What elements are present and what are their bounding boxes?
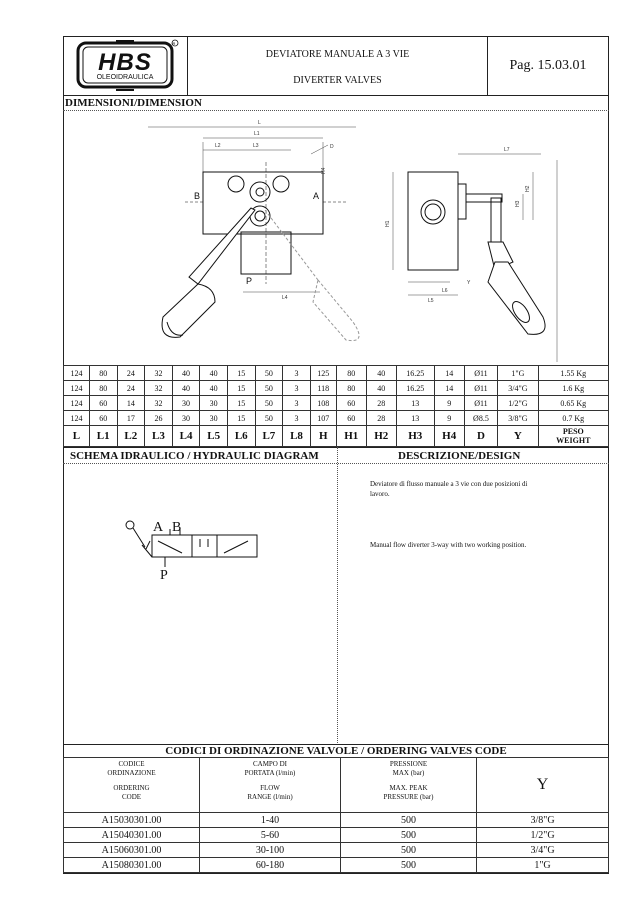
port-P-label: P: [246, 276, 253, 286]
dimension-cell: 1.6 Kg: [538, 381, 608, 396]
section-title-divider: [63, 463, 609, 464]
dimension-cell: 9: [434, 411, 464, 426]
dimension-row: [64, 396, 609, 411]
dimension-cell: 60: [89, 396, 117, 411]
dimension-cell: 1.55 Kg: [538, 366, 608, 381]
ordering-cell: 30-100: [200, 843, 341, 858]
dimension-column-label: H2: [366, 426, 396, 447]
hydraulic-label-A: A: [153, 520, 164, 535]
dimension-cell: 3: [283, 396, 311, 411]
dimension-cell: 3/8"G: [498, 411, 538, 426]
dimension-column-label: L2: [117, 426, 145, 447]
dimension-table: [63, 365, 609, 447]
ordering-cell: A15030301.00: [64, 813, 200, 828]
dimension-cell: 108: [310, 396, 336, 411]
dimension-cell: Ø11: [464, 381, 497, 396]
dimension-cell: 40: [200, 381, 228, 396]
ordering-cell: 500: [341, 858, 477, 873]
ordering-cell: 1-40: [200, 813, 341, 828]
dimension-cell: 50: [255, 366, 283, 381]
ordering-cell: 5-60: [200, 828, 341, 843]
header-titles: [188, 37, 488, 95]
dimension-column-label: L4: [172, 426, 200, 447]
dimension-cell: 24: [117, 366, 145, 381]
dimension-column-label: L5: [200, 426, 228, 447]
dimension-cell: 32: [145, 381, 173, 396]
dimension-cell: 80: [89, 381, 117, 396]
ordering-table: [63, 757, 609, 873]
dimension-cell: 124: [64, 381, 90, 396]
dimension-cell: 118: [310, 381, 336, 396]
dimension-cell: 107: [310, 411, 336, 426]
dimension-label-row: [64, 426, 609, 447]
ordering-cell: 1/2"G: [477, 828, 609, 843]
dimension-cell: 26: [145, 411, 173, 426]
ordering-cell: A15080301.00: [64, 858, 200, 873]
dim-label-L3: L3: [253, 143, 259, 149]
dim-label-L2: L2: [215, 143, 221, 149]
ordering-row: [64, 858, 609, 873]
dimension-cell: 60: [89, 411, 117, 426]
dimension-cell: 15: [227, 396, 255, 411]
dim-label-H1: H1: [385, 220, 391, 227]
ordering-header-row: [64, 758, 609, 813]
header: [63, 36, 609, 96]
dimension-row: [64, 411, 609, 426]
dimension-cell: 9: [434, 396, 464, 411]
dimension-cell: 124: [64, 366, 90, 381]
description-english: Manual flow diverter 3-way with two working position.: [370, 541, 527, 549]
dimension-cell: 0.7 Kg: [538, 411, 608, 426]
dimension-cell: 32: [145, 396, 173, 411]
dimension-column-label: D: [464, 426, 497, 447]
ordering-cell: A15060301.00: [64, 843, 200, 858]
dim-label-H3: H3: [515, 200, 521, 207]
port-B-label: B: [194, 191, 201, 201]
dimension-cell: Ø8.5: [464, 411, 497, 426]
dimension-cell: 40: [366, 381, 396, 396]
dimension-cell: 1/2"G: [498, 396, 538, 411]
ordering-row: [64, 828, 609, 843]
dimension-cell: 0.65 Kg: [538, 396, 608, 411]
title-italian: DEVIATORE MANUALE A 3 VIE: [265, 49, 410, 60]
dimension-cell: 3: [283, 366, 311, 381]
dimension-cell: 28: [366, 396, 396, 411]
y-header: Y: [477, 758, 609, 813]
dim-label-L1: L1: [254, 131, 260, 137]
dimension-cell: 40: [200, 366, 228, 381]
dim-label-H2: H2: [525, 185, 531, 192]
dimension-column-label: H1: [336, 426, 366, 447]
dim-label-H4: H4: [321, 167, 327, 174]
weight-column-label: PESO WEIGHT: [538, 426, 608, 447]
dimension-column-label: L8: [283, 426, 311, 447]
dimension-column-label: Y: [498, 426, 538, 447]
dimension-cell: 80: [336, 381, 366, 396]
dimension-column-label: H3: [396, 426, 434, 447]
ordering-row: [64, 813, 609, 828]
dimension-cell: 80: [89, 366, 117, 381]
dimension-cell: 80: [336, 366, 366, 381]
dim-label-D: D: [330, 144, 334, 150]
dimension-row: [64, 381, 609, 396]
ordering-row: [64, 843, 609, 858]
description-italian-2: lavoro.: [370, 490, 390, 498]
ordering-cell: 1"G: [477, 858, 609, 873]
dimension-column-label: L3: [145, 426, 173, 447]
description-italian-1: Deviatore di flusso manuale a 3 vie con due posizioni di: [370, 480, 528, 488]
dimension-cell: Ø11: [464, 396, 497, 411]
dimension-cell: 30: [172, 396, 200, 411]
dimension-cell: 50: [255, 411, 283, 426]
ordering-title: CODICI DI ORDINAZIONE VALVOLE / ORDERING VALVES CODE: [165, 745, 507, 757]
dimension-cell: Ø11: [464, 366, 497, 381]
dimension-row: [64, 366, 609, 381]
dimension-cell: 1"G: [498, 366, 538, 381]
dimension-cell: 124: [64, 396, 90, 411]
port-A-label: A: [313, 191, 320, 201]
dim-label-Y: Y: [467, 280, 471, 286]
logo-subtitle: OLEOIDRAULICA: [96, 74, 154, 81]
dimension-cell: 124: [64, 411, 90, 426]
ordering-cell: 500: [341, 843, 477, 858]
description-title: DESCRIZIONE/DESIGN: [398, 450, 521, 462]
dim-label-L4: L4: [282, 295, 288, 301]
hydraulic-label-B: B: [172, 520, 182, 535]
hydraulic-label-P: P: [160, 568, 168, 583]
dimension-column-label: L1: [89, 426, 117, 447]
hydraulic-symbol: [120, 515, 290, 595]
dimension-cell: 15: [227, 411, 255, 426]
dimension-cell: 14: [434, 381, 464, 396]
dimension-title: DIMENSIONI/DIMENSION: [65, 97, 202, 109]
page-number: Pag. 15.03.01: [509, 58, 587, 73]
dimension-cell: 32: [145, 366, 173, 381]
hbs-logo: [64, 37, 188, 95]
dimension-cell: 14: [434, 366, 464, 381]
dimension-cell: 3/4"G: [498, 381, 538, 396]
dimension-cell: 16.25: [396, 366, 434, 381]
ordering-cell: 500: [341, 828, 477, 843]
dimension-cell: 30: [200, 411, 228, 426]
dimension-cell: 17: [117, 411, 145, 426]
dimension-cell: 15: [227, 366, 255, 381]
section-divider: [63, 447, 609, 448]
dimension-cell: 40: [172, 381, 200, 396]
flow-range-header: CAMPO DI PORTATA (l/min) FLOW RANGE (l/min): [200, 758, 341, 813]
ordering-cell: 3/4"G: [477, 843, 609, 858]
dimension-cell: 30: [200, 396, 228, 411]
dimension-column-label: L6: [227, 426, 255, 447]
dimension-cell: 13: [396, 411, 434, 426]
dimension-cell: 3: [283, 411, 311, 426]
dimension-cell: 125: [310, 366, 336, 381]
logo-text: HBS: [98, 49, 152, 76]
ordering-cell: 60-180: [200, 858, 341, 873]
dimension-cell: 60: [336, 411, 366, 426]
ordering-cell: 500: [341, 813, 477, 828]
dimension-column-label: H: [310, 426, 336, 447]
dimension-divider: [63, 110, 609, 111]
dimension-column-label: L: [64, 426, 90, 447]
dimension-cell: 50: [255, 381, 283, 396]
column-divider: [337, 447, 338, 745]
dimension-cell: 40: [366, 366, 396, 381]
dimension-cell: 15: [227, 381, 255, 396]
dimension-cell: 13: [396, 396, 434, 411]
dimension-cell: 3: [283, 381, 311, 396]
title-english: DIVERTER VALVES: [293, 75, 382, 86]
dim-label-L5: L5: [428, 298, 434, 304]
ordering-cell: A15040301.00: [64, 828, 200, 843]
ordering-code-header: CODICE ORDINAZIONE ORDERING CODE: [64, 758, 200, 813]
dimension-cell: 30: [172, 411, 200, 426]
dim-label-L7: L7: [504, 147, 510, 153]
pressure-header: PRESSIONE MAX (bar) MAX. PEAK PRESSURE (bar): [341, 758, 477, 813]
ordering-cell: 3/8"G: [477, 813, 609, 828]
dimension-cell: 14: [117, 396, 145, 411]
dimension-cell: 16.25: [396, 381, 434, 396]
dim-label-L: L: [258, 120, 261, 126]
dimension-cell: 50: [255, 396, 283, 411]
dimension-cell: 40: [172, 366, 200, 381]
dimension-column-label: L7: [255, 426, 283, 447]
dimension-drawing: [63, 112, 609, 364]
dimension-column-label: H4: [434, 426, 464, 447]
hydraulic-title: SCHEMA IDRAULICO / HYDRAULIC DIAGRAM: [70, 450, 319, 462]
svg-text:R: R: [172, 41, 176, 46]
dimension-cell: 28: [366, 411, 396, 426]
dim-label-L6: L6: [442, 288, 448, 294]
dimension-cell: 60: [336, 396, 366, 411]
dimension-cell: 24: [117, 381, 145, 396]
